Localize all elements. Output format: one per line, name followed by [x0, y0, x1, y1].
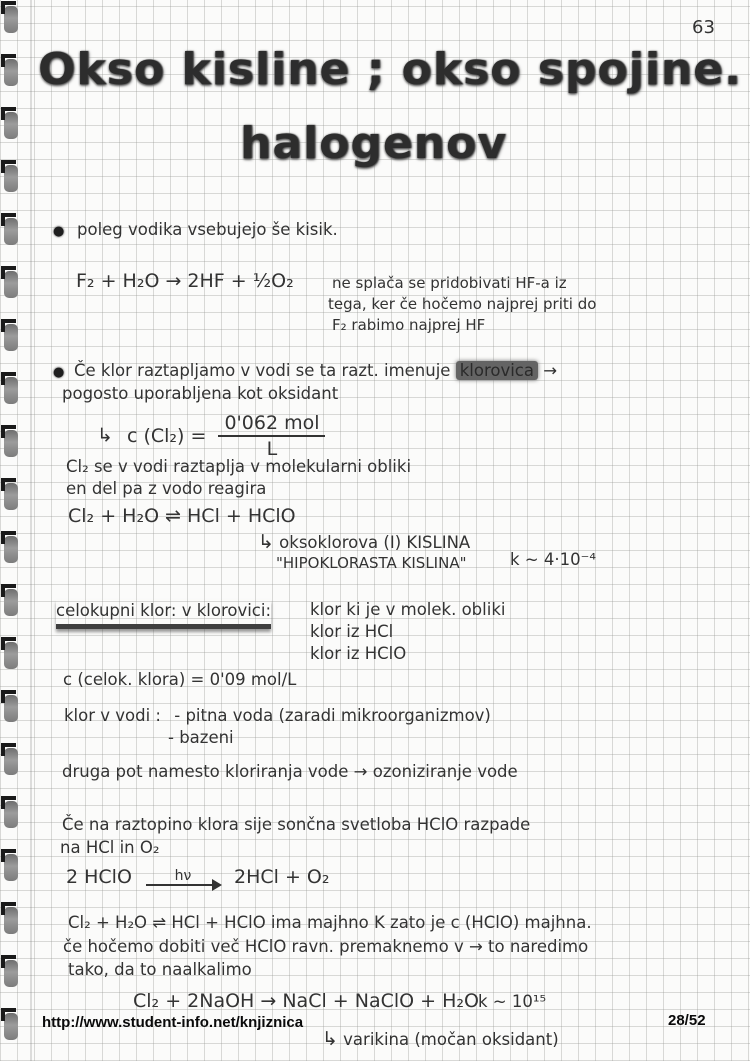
- binding-hole: [4, 430, 18, 457]
- uses-item-pools: - bazeni: [168, 728, 234, 747]
- note-ozonation: druga pot namesto kloriranja vode → ozoniziranje vode: [62, 762, 518, 781]
- binding-hole: [4, 165, 18, 192]
- uses-line1: [64, 705, 491, 727]
- varikina-text: varikina (močan oksidant): [343, 1030, 559, 1049]
- product-name: oksoklorova (I) KISLINA: [279, 533, 471, 552]
- heading-total-chlorine: [56, 600, 271, 629]
- equation-cl2-water: Cl₂ + H₂O ⇌ HCl + HClO: [68, 505, 296, 527]
- binding-hole: [4, 6, 18, 33]
- fraction-denominator: L: [266, 438, 278, 460]
- binding-hole: [4, 324, 18, 351]
- binding-hole: [4, 642, 18, 669]
- binding-hole: [4, 748, 18, 775]
- note-klorovica-line2: pogosto uporabljena kot oksidant: [62, 384, 339, 403]
- bullet-dot-icon: ●: [53, 224, 65, 239]
- note-dissolve-line1: Cl₂ se v vodi raztaplja v molekularni obliki: [66, 457, 412, 476]
- equation-naoh: Cl₂ + 2NaOH → NaCl + NaClO + H₂O: [133, 990, 479, 1012]
- heading-total-chlorine-text: celokupni klor: v klorovici:: [56, 600, 271, 629]
- concentration-cl2-prefix: c (Cl₂) =: [126, 424, 207, 447]
- binding-hole: [4, 801, 18, 828]
- total-chlorine-item: klor iz HClO: [310, 644, 407, 663]
- reaction-arrow-icon: [146, 884, 220, 886]
- binding-hole: [4, 218, 18, 245]
- binding-hole: [4, 377, 18, 404]
- watermark-url: http://www.student-info.net/knjiznica: [42, 1014, 304, 1031]
- binding-hole: [4, 483, 18, 510]
- binding-hole: [4, 907, 18, 934]
- uses-label: klor v vodi :: [64, 706, 161, 725]
- binding-hole: [4, 59, 18, 86]
- note-hf-line1: ne splača se pridobivati HF-a iz: [332, 274, 567, 292]
- note-photolysis-line2: na HCl in O₂: [60, 838, 160, 857]
- binding-hole: [4, 854, 18, 881]
- concentration-cl2-fraction: [218, 412, 325, 460]
- binding-hole: [4, 1013, 18, 1040]
- total-chlorine-item: klor ki je v molek. obliki: [310, 600, 506, 619]
- equation-hf: F₂ + H₂O → 2HF + ½O₂: [76, 270, 294, 292]
- branch-arrow-icon: ↳: [258, 531, 274, 553]
- product-label-oksoklorova: [258, 531, 470, 554]
- page-title-line2: halogenov: [240, 118, 507, 169]
- klorovica-highlighted-word: klorovica: [456, 361, 538, 380]
- page-title-line1: Okso kisline ; okso spojine.: [38, 44, 742, 95]
- uses-item-drinking-water: - pitna voda (zaradi mikroorganizmov): [174, 706, 491, 725]
- note-oxygen: poleg vodika vsebujejo še kisik.: [77, 220, 338, 239]
- note-equilibrium-line3: tako, da to naalkalimo: [68, 960, 252, 979]
- klorovica-text-before: Če klor raztapljamo v vodi se ta razt. imenuje: [74, 361, 451, 380]
- note-photolysis-line1: Če na raztopino klora sije sončna svetloba HClO razpade: [62, 815, 531, 834]
- page-indicator: 28/52: [668, 1012, 706, 1029]
- corner-page-number: 63: [692, 17, 715, 38]
- binding-hole: [4, 589, 18, 616]
- binding-hole: [4, 960, 18, 987]
- concentration-cl2: [97, 412, 325, 460]
- light-condition-label: hν: [174, 868, 192, 884]
- binding-hole: [4, 271, 18, 298]
- photolysis-reactant: 2 HClO: [66, 866, 132, 888]
- note-dissolve-line2: en del pa z vodo reagira: [66, 479, 267, 498]
- note-klorovica-line1: [74, 360, 557, 382]
- binding-hole: [4, 695, 18, 722]
- equation-photolysis: [66, 866, 330, 888]
- reaction-arrow: [146, 869, 220, 886]
- note-equilibrium-line1: Cl₂ + H₂O ⇌ HCl + HClO ima majhno K zato je c (HClO) majhna.: [68, 913, 592, 932]
- note-equilibrium-line2: če hočemo dobiti več HClO ravn. premaknemo v → to naredimo: [63, 937, 589, 956]
- fraction-numerator: 0'062 mol: [218, 412, 325, 437]
- equilibrium-constant-hclo: k ~ 4·10⁻⁴: [510, 550, 596, 569]
- note-hf-line3: F₂ rabimo najprej HF: [332, 316, 486, 334]
- branch-arrow-icon: ↳: [322, 1028, 338, 1050]
- binding-hole: [4, 112, 18, 139]
- equilibrium-constant-naoh: k ~ 10¹⁵: [478, 992, 547, 1011]
- bullet-dot-icon: ●: [53, 365, 65, 380]
- note-hf-line2: tega, ker če hočemo najprej priti do: [328, 295, 597, 313]
- branch-arrow-icon: ↳: [97, 424, 113, 447]
- photolysis-product: 2HCl + O₂: [234, 866, 330, 888]
- concentration-total-chlorine: c (celok. klora) = 0'09 mol/L: [63, 670, 297, 689]
- total-chlorine-item: klor iz HCl: [310, 622, 394, 641]
- product-alt-name: "HIPOKLORASTA KISLINA": [276, 554, 467, 572]
- page-edge-shadow: [30, 0, 32, 1061]
- binding-hole: [4, 536, 18, 563]
- product-note-varikina: [322, 1028, 559, 1051]
- klorovica-arrow-icon: →: [543, 361, 558, 380]
